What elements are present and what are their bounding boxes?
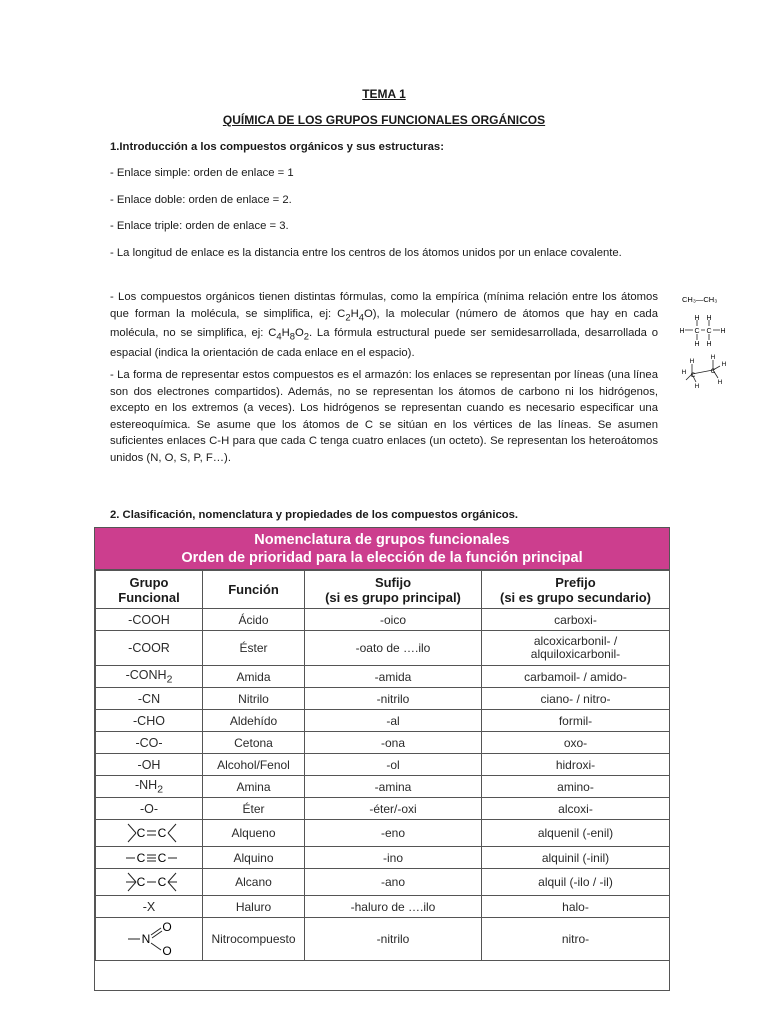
sufijo-cell: -ona <box>305 732 482 754</box>
svg-text:C: C <box>706 328 712 335</box>
svg-text:H: H <box>679 328 685 335</box>
prefijo-cell: formil- <box>482 710 670 732</box>
ethane-espacial-icon <box>682 354 727 390</box>
sufijo-cell: -oico <box>305 609 482 631</box>
column-header-grupo: Grupo Funcional <box>96 571 203 609</box>
prefijo-cell: alcoxicarbonil- / alquiloxicarbonil- <box>482 631 670 666</box>
nomenclature-table <box>95 570 670 961</box>
funcion-cell: Alquino <box>203 847 305 869</box>
prefijo-cell: carbamoil- / amido- <box>482 666 670 688</box>
table-row <box>96 688 670 710</box>
table-row <box>96 869 670 896</box>
grupo-cell <box>96 918 203 961</box>
svg-text:H: H <box>721 361 727 368</box>
grupo-cell: -CN <box>96 688 203 710</box>
funcion-cell: Ácido <box>203 609 305 631</box>
svg-text:H: H <box>706 341 712 348</box>
svg-text:C: C <box>157 850 167 865</box>
tema-title: TEMA 1 <box>362 87 406 101</box>
prefijo-cell: hidroxi- <box>482 754 670 776</box>
svg-text:H: H <box>694 341 700 348</box>
prefijo-cell: ciano- / nitro- <box>482 688 670 710</box>
column-header-sufijo: Sufijo (si es grupo principal) <box>305 571 482 609</box>
funcion-cell: Éster <box>203 631 305 666</box>
svg-text:C: C <box>157 826 167 840</box>
prefijo-cell: alquil (-ilo / -il) <box>482 869 670 896</box>
table-row <box>96 631 670 666</box>
alkane-structure-icon <box>114 870 184 894</box>
svg-text:O: O <box>162 944 172 958</box>
paragraph-enlace-doble: - Enlace doble: orden de enlace = 2. <box>110 194 292 206</box>
funcion-cell: Nitrilo <box>203 688 305 710</box>
section1-heading: 1.Introducción a los compuestos orgánicos y sus estructuras: <box>110 141 444 153</box>
svg-text:C: C <box>136 875 146 889</box>
sufijo-cell: -eno <box>305 820 482 847</box>
svg-text:H: H <box>710 354 716 361</box>
sufijo-cell: -al <box>305 710 482 732</box>
paragraph-armazon: - La forma de representar estos compuestos es el armazón: los enlaces se representan por líneas (una línea son dos electrones compartidos). Además, no se representan los átomos de carbono ni los hidrógenos, excepto en los extremos (a veces). Los hidrógenos se representan cuando es necesario especificar una estereoquímica. Se asume que los átomos de C se sitúan en los vértices de las líneas. Se asumen suficientes enlaces C-H para que cada C tenga cuatro enlaces (un octeto). Se representan los heteroátomos unidos (N, O, S, P, F…). <box>110 369 658 464</box>
grupo-cell <box>96 847 203 869</box>
svg-text:C: C <box>136 850 146 865</box>
svg-text:C: C <box>710 368 716 375</box>
paragraph-enlace-triple: - Enlace triple: orden de enlace = 3. <box>110 220 289 232</box>
prefijo-cell: carboxi- <box>482 609 670 631</box>
column-header-prefijo: Prefijo (si es grupo secundario) <box>482 571 670 609</box>
grupo-cell: -COOR <box>96 631 203 666</box>
grupo-cell: -OH <box>96 754 203 776</box>
svg-text:H: H <box>681 369 687 376</box>
prefijo-cell: amino- <box>482 776 670 798</box>
alkyne-structure-icon <box>114 849 184 867</box>
table-row <box>96 710 670 732</box>
grupo-cell: $-NH_2$ <box>96 776 203 798</box>
funcion-cell: Amina <box>203 776 305 798</box>
funcion-cell: Haluro <box>203 896 305 918</box>
svg-text:C: C <box>690 372 696 379</box>
grupo-cell: -X <box>96 896 203 918</box>
svg-text:H: H <box>720 328 726 335</box>
svg-text:H: H <box>717 379 723 386</box>
ethane-semidesarrollada-label: CH₃—CH₃ <box>682 295 718 304</box>
sufijo-cell: -ol <box>305 754 482 776</box>
paragraph-longitud-enlace: - La longitud de enlace es la distancia entre los centros de los átomos unidos por un enlace covalente. <box>110 247 622 259</box>
prefijo-cell: oxo- <box>482 732 670 754</box>
column-header-funcion: Función <box>203 571 305 609</box>
paragraph-enlace-simple: - Enlace simple: orden de enlace = 1 <box>110 167 294 179</box>
sufijo-cell: -ino <box>305 847 482 869</box>
prefijo-cell: alquinil (-inil) <box>482 847 670 869</box>
svg-text:C: C <box>694 328 700 335</box>
grupo-cell: $-CONH_2$ <box>96 666 203 688</box>
table-row <box>96 776 670 798</box>
functional-groups-table <box>94 527 670 991</box>
svg-text:N: N <box>141 932 151 946</box>
sufijo-cell: -haluro de ….ilo <box>305 896 482 918</box>
sufijo-cell: -nitrilo <box>305 688 482 710</box>
table-row <box>96 820 670 847</box>
table-row <box>96 609 670 631</box>
svg-text:H: H <box>694 315 700 322</box>
svg-text:H: H <box>706 315 712 322</box>
grupo-cell <box>96 820 203 847</box>
funcion-cell: Amida <box>203 666 305 688</box>
svg-text:H: H <box>689 358 695 365</box>
funcion-cell: Alcano <box>203 869 305 896</box>
grupo-cell <box>96 869 203 896</box>
sufijo-cell: -amida <box>305 666 482 688</box>
funcion-cell: Alcohol/Fenol <box>203 754 305 776</box>
table-title-banner <box>95 528 669 570</box>
prefijo-cell: alquenil (-enil) <box>482 820 670 847</box>
table-subtitle: Orden de prioridad para la elección de la función principal <box>181 550 583 566</box>
table-title: Nomenclatura de grupos funcionales <box>254 532 510 548</box>
table-row <box>96 896 670 918</box>
svg-text:O: O <box>162 920 172 934</box>
grupo-cell: -CHO <box>96 710 203 732</box>
table-row <box>96 918 670 961</box>
sufijo-cell: -amina <box>305 776 482 798</box>
prefijo-cell: alcoxi- <box>482 798 670 820</box>
paragraph-formulas: - Los compuestos orgánicos tienen distintas fórmulas, como la empírica (mínima relación entre los átomos que forman la molécula, se simplifica, ej: $C_2H_4O$), la molecular (número de átomos que hay en cada molécula, no se simplifica, ej: $C_4H_8O_2$. La fórmula estructural puede ser semidesarrollada, desarrollada o espacial (indica la orientación de cada enlace en el espacio). <box>110 291 658 359</box>
grupo-cell: -CO- <box>96 732 203 754</box>
ethane-desarrollada-icon <box>679 315 725 348</box>
ethane-structures-image <box>676 290 736 390</box>
svg-text:H: H <box>694 383 700 390</box>
funcion-cell: Aldehído <box>203 710 305 732</box>
svg-text:C: C <box>157 875 167 889</box>
prefijo-cell: halo- <box>482 896 670 918</box>
table-row <box>96 754 670 776</box>
table-header-row <box>96 571 670 609</box>
sufijo-cell: -ano <box>305 869 482 896</box>
funcion-cell: Nitrocompuesto <box>203 918 305 961</box>
prefijo-cell: nitro- <box>482 918 670 961</box>
table-row <box>96 732 670 754</box>
sufijo-cell: -nitrilo <box>305 918 482 961</box>
document-title: QUÍMICA DE LOS GRUPOS FUNCIONALES ORGÁNICOS <box>222 113 546 127</box>
sufijo-cell: -éter/-oxi <box>305 798 482 820</box>
grupo-cell: -O- <box>96 798 203 820</box>
funcion-cell: Cetona <box>203 732 305 754</box>
table-row <box>96 798 670 820</box>
nitro-structure-icon <box>114 920 184 958</box>
funcion-cell: Éter <box>203 798 305 820</box>
section2-heading: 2. Clasificación, nomenclatura y propiedades de los compuestos orgánicos. <box>110 509 519 521</box>
funcion-cell: Alqueno <box>203 820 305 847</box>
sufijo-cell: -oato de ….ilo <box>305 631 482 666</box>
table-row <box>96 666 670 688</box>
table-row <box>96 847 670 869</box>
grupo-cell: -COOH <box>96 609 203 631</box>
alkene-structure-icon <box>114 821 184 845</box>
svg-text:C: C <box>136 826 146 840</box>
